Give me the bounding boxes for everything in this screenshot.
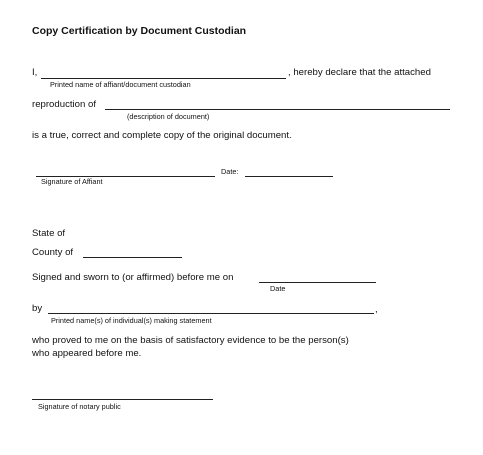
county-label: County of [32, 247, 74, 258]
affiant-date-line[interactable] [245, 176, 333, 177]
proved-text-line1: who proved to me on the basis of satisfactory evidence to be the person(s) [32, 335, 349, 346]
by-label: by [32, 303, 43, 314]
sworn-date-line[interactable] [259, 282, 376, 283]
county-line[interactable] [83, 257, 182, 258]
document-description-caption: (description of document) [127, 112, 210, 121]
proved-text-line2: who appeared before me. [32, 348, 142, 359]
sworn-statement: Signed and sworn to (or affirmed) before me on [32, 272, 234, 283]
reproduction-label: reproduction of [32, 99, 96, 110]
document-description-line[interactable] [105, 109, 450, 110]
affiant-signature-caption: Signature of Affiant [41, 177, 103, 186]
document-title: Copy Certification by Document Custodian [32, 25, 247, 37]
certification-statement: is a true, correct and complete copy of the original document. [32, 130, 292, 141]
by-comma: , [375, 304, 378, 315]
notary-signature-line[interactable] [32, 399, 213, 400]
affiant-date-label: Date: [221, 167, 239, 176]
declaration-text: , hereby declare that the attached [288, 67, 431, 78]
affiant-name-line[interactable] [41, 78, 286, 79]
individual-name-caption: Printed name(s) of individual(s) making statement [51, 316, 212, 325]
sworn-date-caption: Date [270, 284, 286, 293]
affiant-name-caption: Printed name of affiant/document custodian [50, 80, 191, 89]
declarant-prefix: I, [32, 67, 38, 78]
notary-signature-caption: Signature of notary public [38, 402, 121, 411]
state-label: State of [32, 228, 66, 239]
individual-name-line[interactable] [48, 313, 374, 314]
